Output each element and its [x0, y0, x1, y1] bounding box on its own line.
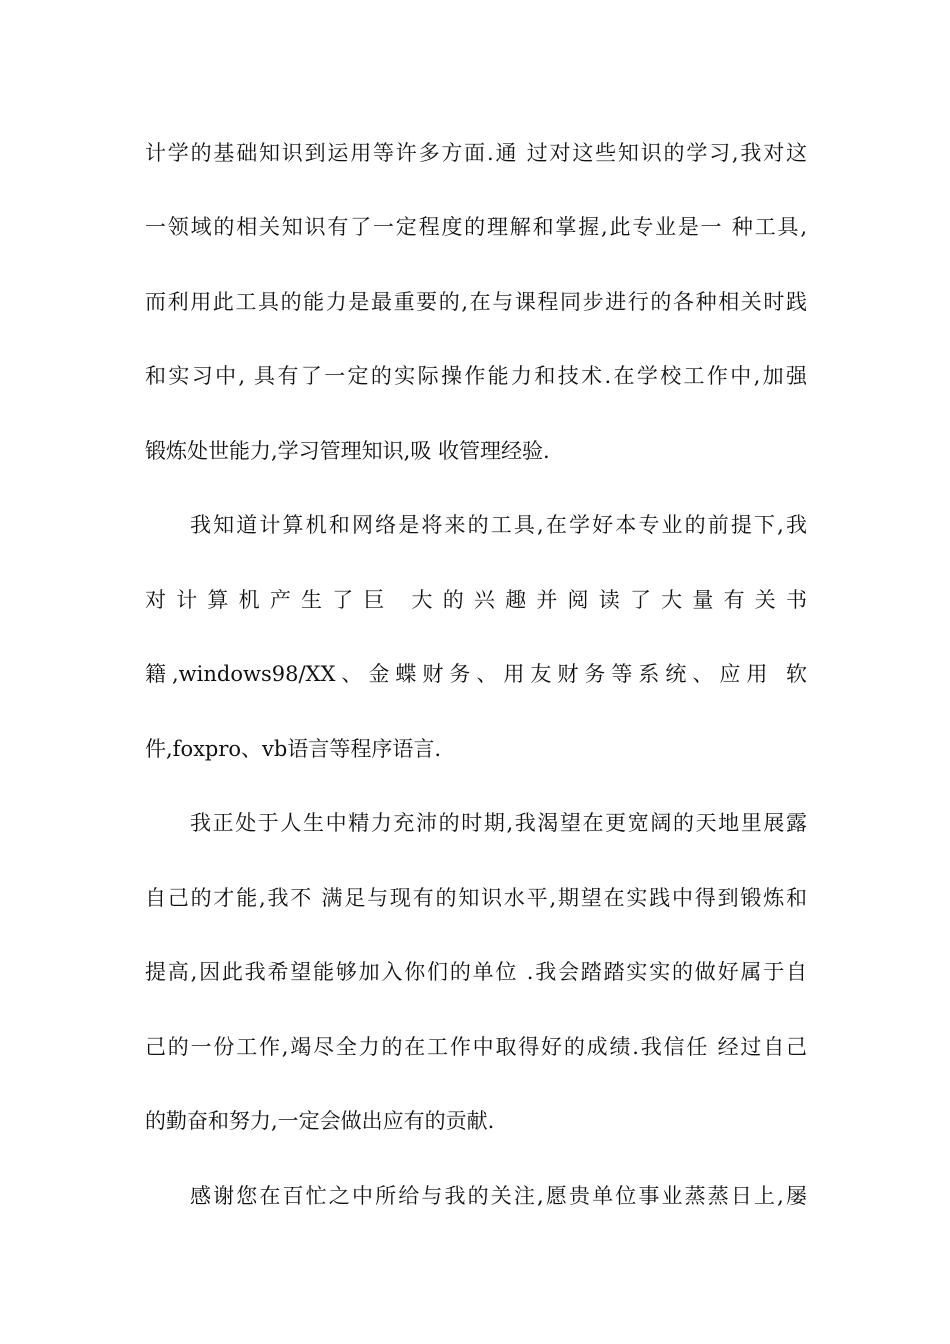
- text-line: 件,foxpro、vb语言等程序语言.: [145, 737, 442, 761]
- text-line: 锻炼处世能力,学习管理知识,吸 收管理经验.: [145, 439, 550, 463]
- paragraph-first-line: 感谢您在百忙之中所给与我的关注,愿贵单位事业蒸蒸日上,屡: [190, 1184, 807, 1208]
- text-line: 的勤奋和努力,一定会做出应有的贡献.: [145, 1109, 495, 1133]
- paragraph-first-line: 我知道计算机和网络是将来的工具,在学好本专业的前提下,我: [190, 513, 807, 537]
- text-line: 和实习中, 具有了一定的实际操作能力和技术.在学校工作中,加强: [145, 364, 807, 388]
- text-line: 提高,因此我希望能够加入你们的单位 .我会踏踏实实的做好属于自: [145, 960, 807, 984]
- text-line: 对计算机产生了巨 大的兴趣并阅读了大量有关书: [145, 588, 807, 612]
- text-line: 一领域的相关知识有了一定程度的理解和掌握,此专业是一 种工具,: [145, 215, 807, 239]
- text-line: 己的一份工作,竭尽全力的在工作中取得好的成绩.我信任 经过自己: [145, 1035, 807, 1059]
- text-line: 计学的基础知识到运用等许多方面.通 过对这些知识的学习,我对这: [145, 141, 807, 165]
- text-line: 籍,windows98/XX、金蝶财务、用友财务等系统、应用 软: [145, 662, 807, 686]
- text-line: 自己的才能,我不 满足与现有的知识水平,期望在实践中得到锻炼和: [145, 886, 807, 910]
- text-line: 而利用此工具的能力是最重要的,在与课程同步进行的各种相关时践: [145, 290, 807, 314]
- paragraph-first-line: 我正处于人生中精力充沛的时期,我渴望在更宽阔的天地里展露: [190, 811, 807, 835]
